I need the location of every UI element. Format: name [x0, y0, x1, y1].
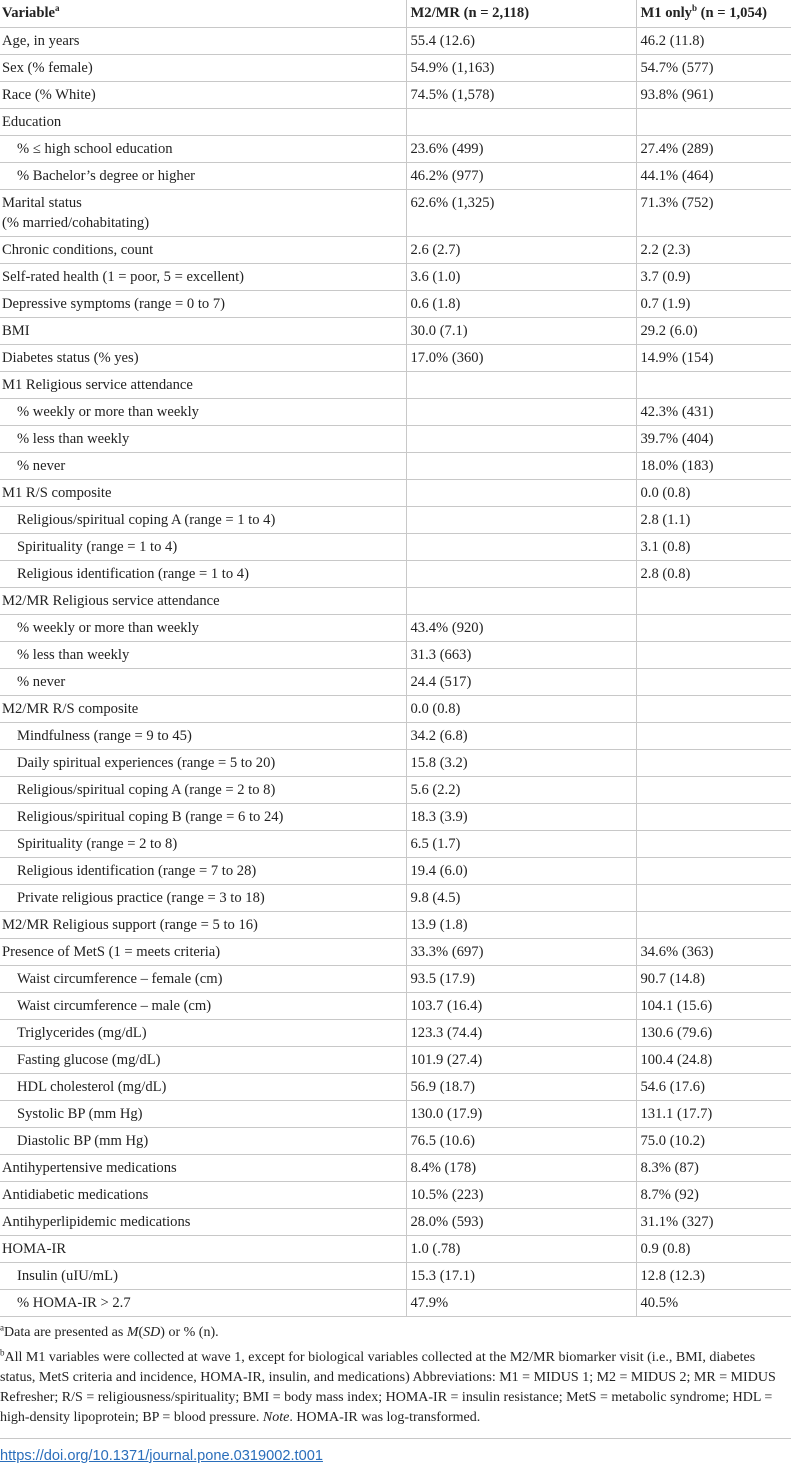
table-row: [0, 1181, 791, 1208]
cell-m2-mr: 93.5 (17.9): [406, 965, 636, 992]
table-row: [0, 776, 791, 803]
table-row: [0, 479, 791, 506]
cell-m1-only: 39.7% (404): [636, 425, 791, 452]
cell-m2-mr: 123.3 (74.4): [406, 1019, 636, 1046]
table-row: [0, 641, 791, 668]
row-label: % weekly or more than weekly: [0, 398, 406, 425]
table-row: [0, 1046, 791, 1073]
table-row: [0, 1127, 791, 1154]
row-label: % ≤ high school education: [0, 135, 406, 162]
table-row: [0, 560, 791, 587]
cell-m2-mr: 17.0% (360): [406, 344, 636, 371]
cell-m1-only: 34.6% (363): [636, 938, 791, 965]
cell-m1-only: 2.8 (0.8): [636, 560, 791, 587]
cell-m2-mr: 3.6 (1.0): [406, 263, 636, 290]
row-label: Religious/spiritual coping A (range = 2 to 8): [0, 776, 406, 803]
cell-m2-mr: 6.5 (1.7): [406, 830, 636, 857]
table-row: [0, 162, 791, 189]
table-row: [0, 857, 791, 884]
cell-m1-only: 75.0 (10.2): [636, 1127, 791, 1154]
cell-m2-mr: [406, 587, 636, 614]
cell-m1-only: 54.6 (17.6): [636, 1073, 791, 1100]
cell-m2-mr: 103.7 (16.4): [406, 992, 636, 1019]
row-label: Diastolic BP (mm Hg): [0, 1127, 406, 1154]
table-row: [0, 54, 791, 81]
cell-m2-mr: 76.5 (10.6): [406, 1127, 636, 1154]
cell-m1-only: 104.1 (15.6): [636, 992, 791, 1019]
row-label: Religious/spiritual coping A (range = 1 to 4): [0, 506, 406, 533]
row-label: BMI: [0, 317, 406, 344]
row-label: Marital status (% married/cohabitating): [0, 189, 406, 236]
table-row: [0, 722, 791, 749]
cell-m1-only: [636, 668, 791, 695]
cell-m2-mr: 30.0 (7.1): [406, 317, 636, 344]
table-row: [0, 452, 791, 479]
cell-m1-only: 0.9 (0.8): [636, 1235, 791, 1262]
row-label: Religious/spiritual coping B (range = 6 to 24): [0, 803, 406, 830]
footnote-a-marker: a: [54, 3, 60, 14]
table-row: [0, 81, 791, 108]
cell-m1-only: [636, 722, 791, 749]
cell-m2-mr: 47.9%: [406, 1289, 636, 1316]
cell-m2-mr: [406, 398, 636, 425]
cell-m1-only: 40.5%: [636, 1289, 791, 1316]
row-label: Antihyperlipidemic medications: [0, 1208, 406, 1235]
cell-m2-mr: 0.6 (1.8): [406, 290, 636, 317]
row-label: Diabetes status (% yes): [0, 344, 406, 371]
cell-m1-only: 18.0% (183): [636, 452, 791, 479]
row-label: % Bachelor’s degree or higher: [0, 162, 406, 189]
row-label: Private religious practice (range = 3 to 18): [0, 884, 406, 911]
cell-m1-only: [636, 587, 791, 614]
table-row: [0, 506, 791, 533]
cell-m2-mr: 19.4 (6.0): [406, 857, 636, 884]
row-label: Self-rated health (1 = poor, 5 = excellent): [0, 263, 406, 290]
table-row: [0, 1289, 791, 1316]
cell-m2-mr: [406, 108, 636, 135]
header-m1-only: M1 only$^b$ (n = 1,054): [636, 0, 791, 27]
cell-m1-only: 2.2 (2.3): [636, 236, 791, 263]
table-row: [0, 1073, 791, 1100]
cell-m2-mr: 2.6 (2.7): [406, 236, 636, 263]
table-row: [0, 1235, 791, 1262]
cell-m1-only: 54.7% (577): [636, 54, 791, 81]
table-row: [0, 992, 791, 1019]
cell-m1-only: 42.3% (431): [636, 398, 791, 425]
footnote-b-marker: b: [691, 3, 697, 14]
row-label: HDL cholesterol (mg/dL): [0, 1073, 406, 1100]
cell-m2-mr: 31.3 (663): [406, 641, 636, 668]
footnote-b: $^b$All M1 variables were collected at wave 1, except for biological variables collected at the M2/MR biomarker visit (i.e., BMI, diabetes status, MetS criteria and incidence, HOMA-IR, insulin, and medications) Abbreviations: M1 = MIDUS 1; M2 = MIDUS 2; MR = MIDUS Refresher; R/S = religiousness/spirituality; BMI = body mass index; HOMA-IR = insulin resistance; MetS = metabolic syndrome; HDL = high-density lipoprotein; BP = blood pressure. Note. HOMA-IR was log-transformed.: [0, 1346, 776, 1425]
row-label: Race (% White): [0, 81, 406, 108]
cell-m2-mr: 8.4% (178): [406, 1154, 636, 1181]
cell-m1-only: 100.4 (24.8): [636, 1046, 791, 1073]
row-label: Waist circumference – male (cm): [0, 992, 406, 1019]
cell-m1-only: [636, 695, 791, 722]
row-label: % HOMA-IR > 2.7: [0, 1289, 406, 1316]
cell-m2-mr: 28.0% (593): [406, 1208, 636, 1235]
table-header-row: [0, 0, 791, 27]
cell-m1-only: 44.1% (464): [636, 162, 791, 189]
header-variable: Variable$^a$: [0, 0, 406, 27]
cell-m2-mr: 55.4 (12.6): [406, 27, 636, 54]
cell-m1-only: 8.3% (87): [636, 1154, 791, 1181]
cell-m2-mr: 18.3 (3.9): [406, 803, 636, 830]
cell-m2-mr: 1.0 (.78): [406, 1235, 636, 1262]
cell-m1-only: [636, 884, 791, 911]
cell-m1-only: [636, 614, 791, 641]
table-row: [0, 425, 791, 452]
table-row: [0, 108, 791, 135]
row-label: % less than weekly: [0, 641, 406, 668]
cell-m2-mr: 33.3% (697): [406, 938, 636, 965]
row-label: Sex (% female): [0, 54, 406, 81]
table-row: [0, 803, 791, 830]
cell-m2-mr: 15.8 (3.2): [406, 749, 636, 776]
table-row: [0, 263, 791, 290]
cell-m2-mr: 34.2 (6.8): [406, 722, 636, 749]
cell-m2-mr: [406, 425, 636, 452]
cell-m1-only: [636, 371, 791, 398]
row-label: Religious identification (range = 7 to 28): [0, 857, 406, 884]
cell-m1-only: 131.1 (17.7): [636, 1100, 791, 1127]
row-label: HOMA-IR: [0, 1235, 406, 1262]
table-row: [0, 189, 791, 236]
cell-m1-only: 0.0 (0.8): [636, 479, 791, 506]
cell-m1-only: 90.7 (14.8): [636, 965, 791, 992]
table-row: [0, 344, 791, 371]
cell-m1-only: [636, 776, 791, 803]
cell-m1-only: [636, 108, 791, 135]
row-label: Insulin (uIU/mL): [0, 1262, 406, 1289]
row-label: % never: [0, 452, 406, 479]
cell-m1-only: 29.2 (6.0): [636, 317, 791, 344]
row-label: Antihypertensive medications: [0, 1154, 406, 1181]
row-label: Spirituality (range = 2 to 8): [0, 830, 406, 857]
row-label: Religious identification (range = 1 to 4): [0, 560, 406, 587]
row-label: M1 Religious service attendance: [0, 371, 406, 398]
cell-m2-mr: 13.9 (1.8): [406, 911, 636, 938]
row-label: Waist circumference – female (cm): [0, 965, 406, 992]
cell-m2-mr: [406, 479, 636, 506]
cell-m2-mr: [406, 452, 636, 479]
cell-m1-only: 2.8 (1.1): [636, 506, 791, 533]
cell-m1-only: 8.7% (92): [636, 1181, 791, 1208]
cell-m2-mr: 43.4% (920): [406, 614, 636, 641]
cell-m2-mr: 130.0 (17.9): [406, 1100, 636, 1127]
cell-m2-mr: 24.4 (517): [406, 668, 636, 695]
cell-m2-mr: 74.5% (1,578): [406, 81, 636, 108]
cell-m2-mr: 15.3 (17.1): [406, 1262, 636, 1289]
table-row: [0, 587, 791, 614]
table-row: [0, 668, 791, 695]
table-row: [0, 614, 791, 641]
table-row: [0, 1208, 791, 1235]
row-label: Education: [0, 108, 406, 135]
row-label: Presence of MetS (1 = meets criteria): [0, 938, 406, 965]
row-label: % weekly or more than weekly: [0, 614, 406, 641]
row-label: Spirituality (range = 1 to 4): [0, 533, 406, 560]
table-row: [0, 371, 791, 398]
table-row: [0, 830, 791, 857]
table-row: [0, 1154, 791, 1181]
cell-m2-mr: 10.5% (223): [406, 1181, 636, 1208]
cell-m1-only: 12.8 (12.3): [636, 1262, 791, 1289]
row-label: Systolic BP (mm Hg): [0, 1100, 406, 1127]
cell-m2-mr: 9.8 (4.5): [406, 884, 636, 911]
footnote-a: $^a$Data are presented as M(SD) or % (n).: [0, 1321, 219, 1340]
table-row: [0, 884, 791, 911]
cell-m1-only: 27.4% (289): [636, 135, 791, 162]
table-row: [0, 533, 791, 560]
table-row: [0, 236, 791, 263]
row-label: Chronic conditions, count: [0, 236, 406, 263]
row-label: M2/MR Religious support (range = 5 to 16): [0, 911, 406, 938]
table-row: [0, 1100, 791, 1127]
cell-m2-mr: 62.6% (1,325): [406, 189, 636, 236]
doi-section: [0, 1438, 791, 1465]
cell-m2-mr: 23.6% (499): [406, 135, 636, 162]
cell-m1-only: 0.7 (1.9): [636, 290, 791, 317]
row-label: M1 R/S composite: [0, 479, 406, 506]
table-row: [0, 290, 791, 317]
row-label: % less than weekly: [0, 425, 406, 452]
cell-m1-only: [636, 830, 791, 857]
row-label: Mindfulness (range = 9 to 45): [0, 722, 406, 749]
cell-m2-mr: 5.6 (2.2): [406, 776, 636, 803]
table-row: [0, 911, 791, 938]
row-label: Depressive symptoms (range = 0 to 7): [0, 290, 406, 317]
table-row: [0, 938, 791, 965]
cell-m2-mr: 54.9% (1,163): [406, 54, 636, 81]
cell-m1-only: 14.9% (154): [636, 344, 791, 371]
table-row: [0, 749, 791, 776]
cell-m2-mr: [406, 371, 636, 398]
cell-m2-mr: 46.2% (977): [406, 162, 636, 189]
table-row: [0, 1019, 791, 1046]
table-row: [0, 398, 791, 425]
cell-m2-mr: 0.0 (0.8): [406, 695, 636, 722]
cell-m2-mr: 101.9 (27.4): [406, 1046, 636, 1073]
table-row: [0, 965, 791, 992]
cell-m2-mr: [406, 506, 636, 533]
cell-m1-only: 71.3% (752): [636, 189, 791, 236]
cell-m1-only: 31.1% (327): [636, 1208, 791, 1235]
table-body: [0, 27, 791, 1316]
cell-m2-mr: 56.9 (18.7): [406, 1073, 636, 1100]
table-footnotes: [0, 1317, 791, 1428]
cell-m1-only: [636, 857, 791, 884]
table-row: [0, 135, 791, 162]
cell-m2-mr: [406, 533, 636, 560]
row-label: M2/MR R/S composite: [0, 695, 406, 722]
row-label: Daily spiritual experiences (range = 5 to 20): [0, 749, 406, 776]
cell-m1-only: [636, 749, 791, 776]
cell-m1-only: [636, 803, 791, 830]
cell-m1-only: [636, 911, 791, 938]
row-label: Triglycerides (mg/dL): [0, 1019, 406, 1046]
cell-m1-only: 3.1 (0.8): [636, 533, 791, 560]
row-label: Age, in years: [0, 27, 406, 54]
doi-link[interactable]: https://doi.org/10.1371/journal.pone.0319002.t001: [0, 1447, 323, 1464]
cell-m1-only: 93.8% (961): [636, 81, 791, 108]
row-label: M2/MR Religious service attendance: [0, 587, 406, 614]
cell-m1-only: 130.6 (79.6): [636, 1019, 791, 1046]
header-m2-mr: M2/MR (n = 2,118): [406, 0, 636, 27]
cell-m2-mr: [406, 560, 636, 587]
row-label: Fasting glucose (mg/dL): [0, 1046, 406, 1073]
table-row: [0, 1262, 791, 1289]
cell-m1-only: [636, 641, 791, 668]
table-row: [0, 317, 791, 344]
cell-m1-only: 3.7 (0.9): [636, 263, 791, 290]
cell-m1-only: 46.2 (11.8): [636, 27, 791, 54]
table-row: [0, 695, 791, 722]
table-row: [0, 27, 791, 54]
row-label: % never: [0, 668, 406, 695]
row-label: Antidiabetic medications: [0, 1181, 406, 1208]
